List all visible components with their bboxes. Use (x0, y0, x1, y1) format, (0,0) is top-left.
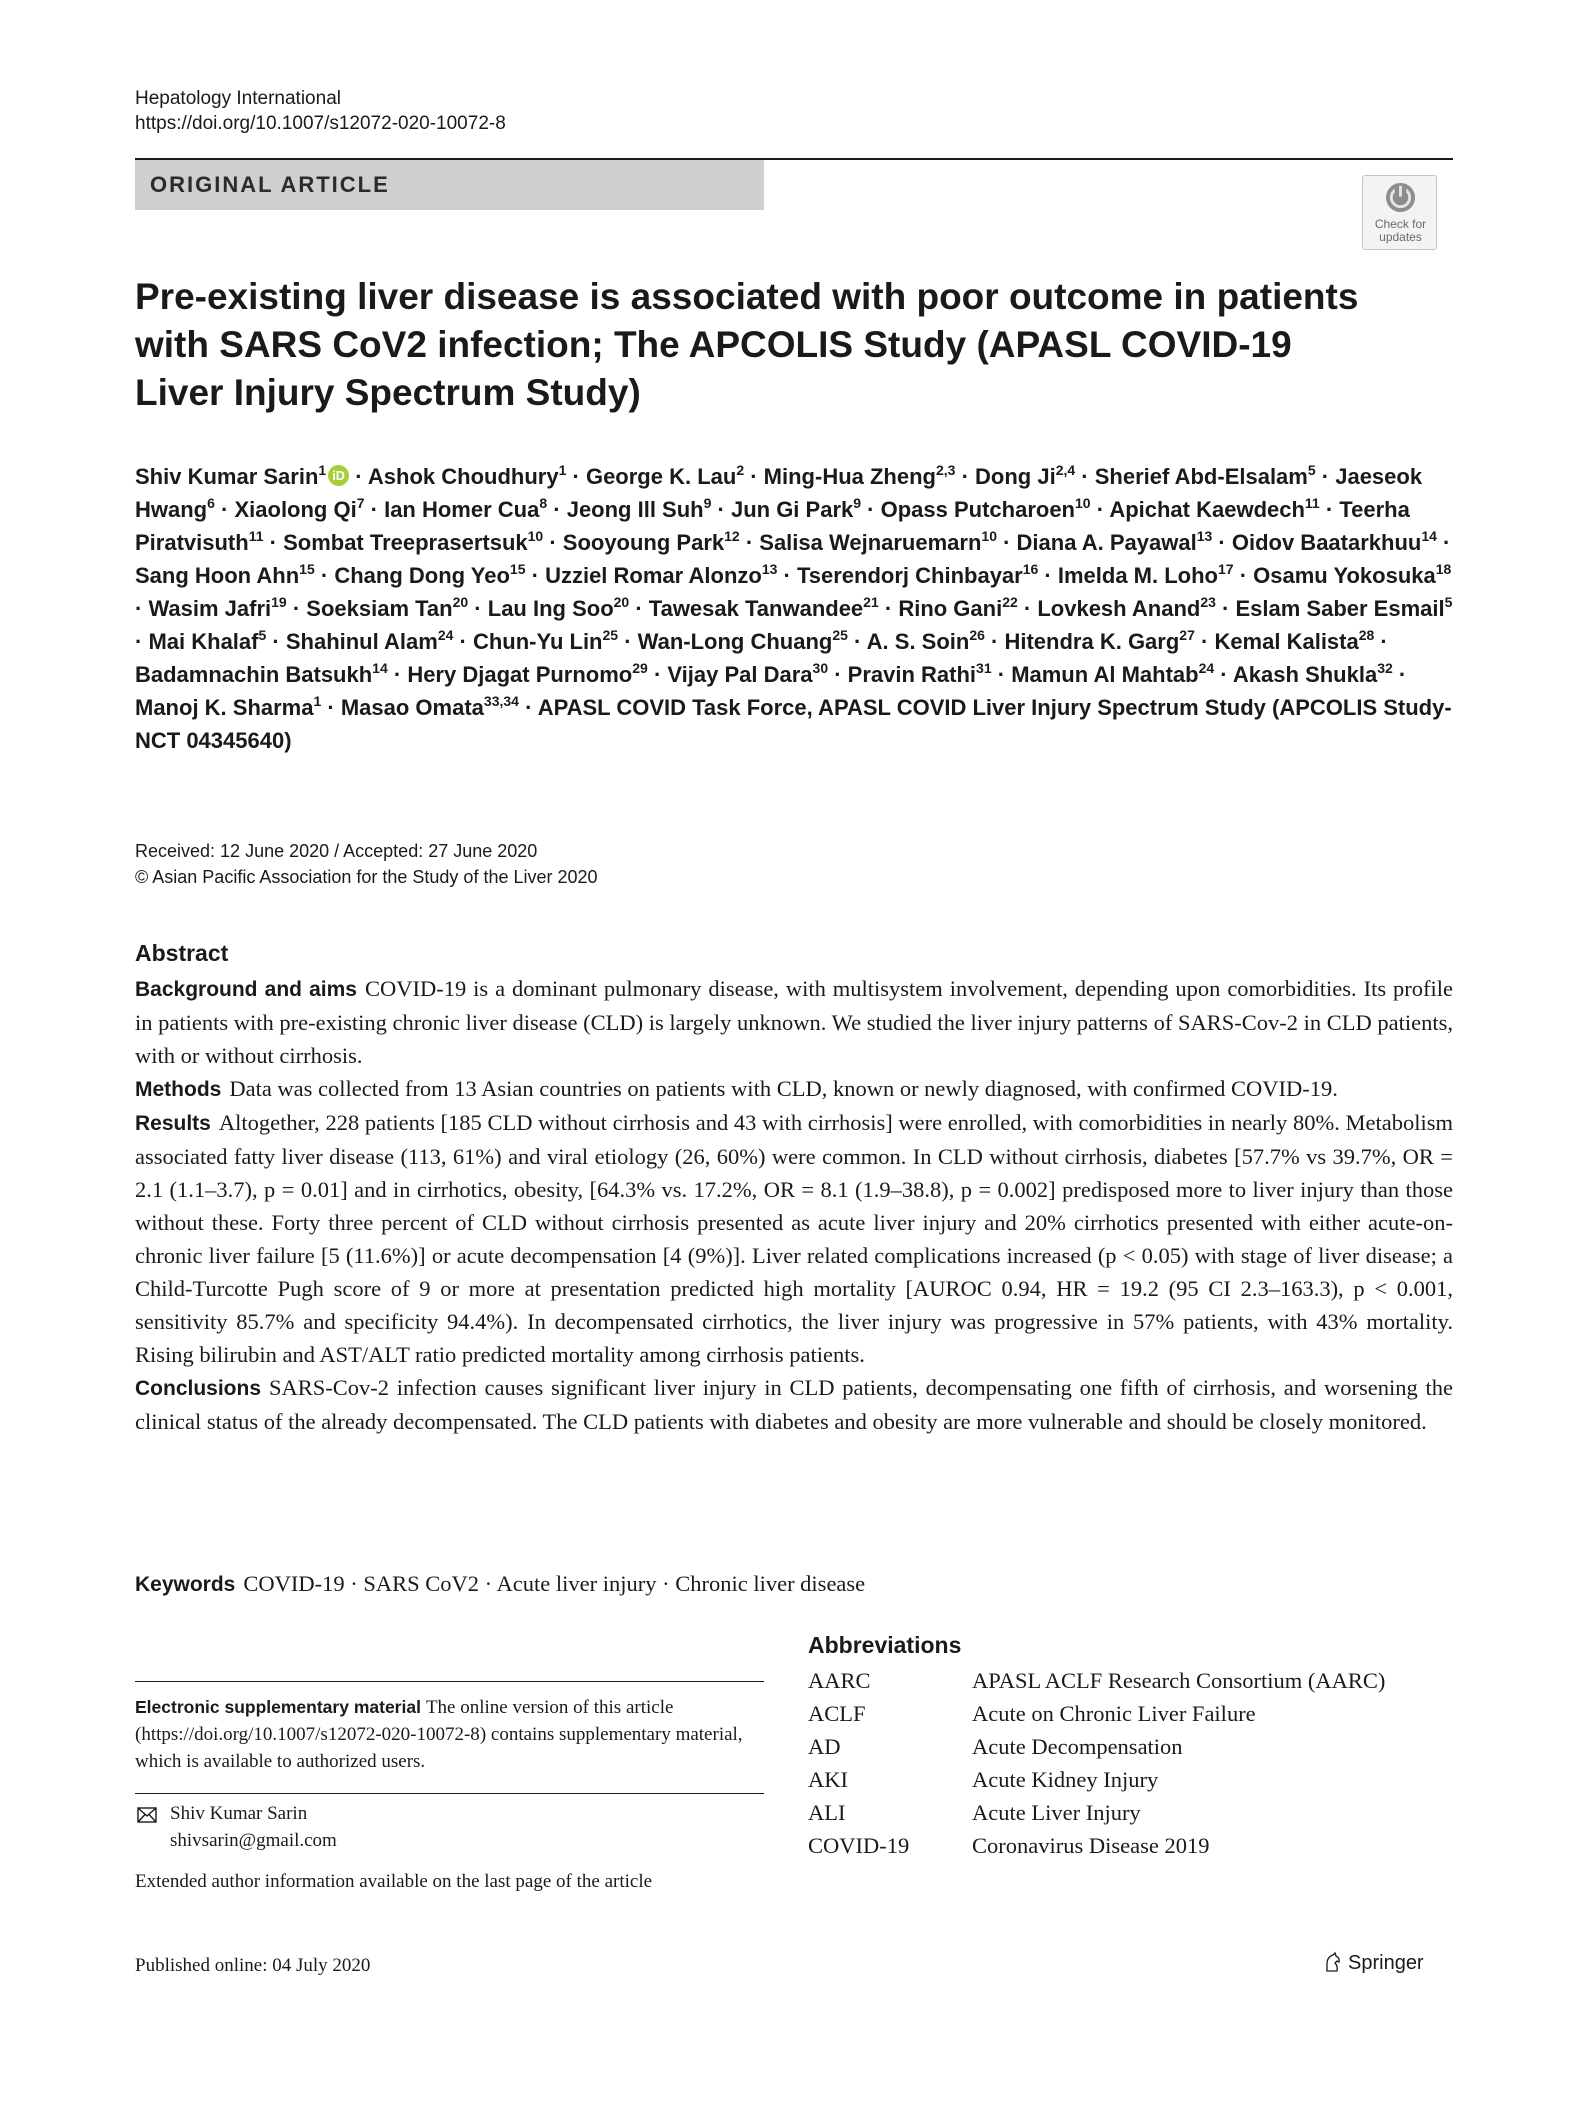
abbreviation-expansion: Acute Kidney Injury (972, 1767, 1159, 1792)
author-name: Teerha Piratvisuth (135, 497, 1410, 555)
author-affiliation: 6 (207, 495, 215, 511)
author-affiliation: 5 (258, 627, 267, 643)
abbreviations-heading: Abbreviations (808, 1632, 962, 1658)
article-title: Pre-existing liver disease is associated with poor outcome in patients with SARS CoV2 infection; The APCOLIS Study (APASL COVID-19 Liver Injury Spectrum Study) (135, 276, 1359, 413)
author-affiliation: 21 (863, 594, 879, 610)
received-accepted-dates: Received: 12 June 2020 / Accepted: 27 June 2020 (135, 841, 538, 861)
author-name: Vijay Pal Dara (667, 662, 813, 687)
author-name: Dong Ji (975, 464, 1056, 489)
author-name: Ian Homer Cua (384, 497, 540, 522)
abbreviation: ALI (808, 1800, 846, 1825)
abbreviation-expansion: Acute on Chronic Liver Failure (972, 1701, 1256, 1726)
author-affiliation: 24 (1198, 660, 1215, 676)
author-name: Diana A. Payawal (1016, 530, 1197, 555)
author-name: Shiv Kumar Sarin (135, 464, 319, 489)
supplementary-note (135, 1694, 764, 1775)
author-name: Oidov Baatarkhuu (1231, 530, 1422, 555)
author-affiliation: 1 (318, 462, 327, 478)
author-affiliation: 7 (356, 495, 365, 511)
author-name: Hery Djagat Purnomo (407, 662, 633, 687)
author-affiliation: 1 (558, 462, 567, 478)
published-online-date: Published online: 04 July 2020 (135, 1955, 371, 1976)
author-name: Tawesak Tanwandee (648, 596, 864, 621)
author-affiliation: 20 (613, 594, 630, 610)
abbreviation-expansion: Coronavirus Disease 2019 (972, 1833, 1210, 1858)
abstract-results (135, 1106, 1453, 1371)
author-affiliation: 26 (969, 627, 985, 643)
publisher-logo (1322, 1949, 1424, 1977)
journal-doi[interactable]: https://doi.org/10.1007/s12072-020-10072-8 (135, 113, 506, 134)
author-name: Manoj K. Sharma (135, 695, 314, 720)
author-affiliation: 15 (299, 561, 315, 577)
author-affiliation: 25 (832, 627, 848, 643)
author-name: Chun-Yu Lin (472, 629, 603, 654)
keywords (135, 1567, 865, 1601)
author-name: Lovkesh Anand (1037, 596, 1201, 621)
keywords-text: COVID-19 · SARS CoV2 · Acute liver injury · Chronic liver disease (243, 1571, 866, 1596)
author-affiliation: 5 (1307, 462, 1316, 478)
author-affiliation: 9 (853, 495, 862, 511)
author-name: Chang Dong Yeo (334, 563, 510, 588)
abbreviations-table (808, 1664, 1388, 1862)
author-name: Soeksiam Tan (306, 596, 453, 621)
author-name: Opass Putcharoen (880, 497, 1075, 522)
author-affiliation: 9 (703, 495, 712, 511)
abbreviation-row (808, 1664, 1388, 1697)
author-affiliation: 2,4 (1055, 462, 1076, 478)
svg-text:iD: iD (332, 469, 345, 484)
author-affiliation: 29 (632, 660, 648, 676)
author-name: Osamu Yokosuka (1253, 563, 1436, 588)
abbreviation-row (808, 1697, 1388, 1730)
author-affiliation: 25 (602, 627, 619, 643)
author-name: Akash Shukla (1232, 662, 1378, 687)
author-name: Pravin Rathi (847, 662, 977, 687)
correspondence-rule (135, 1793, 764, 1794)
author-affiliation: 15 (509, 561, 526, 577)
author-name: Eslam Saber Esmail (1235, 596, 1445, 621)
author-affiliation: 11 (1304, 495, 1320, 511)
author-affiliation: 2 (736, 462, 745, 478)
author-name: Kemal Kalista (1214, 629, 1359, 654)
author-affiliation: 5 (1444, 594, 1453, 610)
author-affiliation: 28 (1358, 627, 1375, 643)
author-name: Hitendra K. Garg (1004, 629, 1180, 654)
author-name: Imelda M. Loho (1057, 563, 1218, 588)
check-updates-label: Check for updates (1374, 217, 1427, 244)
abbreviation-expansion: Acute Decompensation (972, 1734, 1183, 1759)
abstract-methods (135, 1072, 1453, 1106)
author-name: Masao Omata (340, 695, 484, 720)
abbreviation-expansion: Acute Liver Injury (972, 1800, 1141, 1825)
author-name: Sooyoung Park (562, 530, 725, 555)
author-name: A. S. Soin (866, 629, 970, 654)
author-name: Mamun Al Mahtab (1011, 662, 1199, 687)
article-type: ORIGINAL ARTICLE (150, 172, 390, 197)
author-affiliation: 20 (452, 594, 469, 610)
abstract-heading: Abstract (135, 940, 229, 966)
keywords-label: Keywords (135, 1573, 236, 1596)
author-affiliation: 14 (1421, 528, 1437, 544)
check-for-updates-badge[interactable] (1362, 175, 1437, 250)
author-affiliation: 17 (1218, 561, 1234, 577)
author-name: APASL COVID Task Force, APASL COVID Liver Injury Spectrum Study (APCOLIS Study-NCT 04345640) (135, 695, 1452, 753)
author-affiliation: 19 (271, 594, 287, 610)
check-updates-icon (1385, 182, 1416, 213)
supplementary-label: Electronic supplementary material (135, 1697, 421, 1717)
author-name: Mai Khalaf (148, 629, 259, 654)
author-name: Ashok Choudhury (367, 464, 559, 489)
author-affiliation: 12 (724, 528, 740, 544)
author-affiliation: 30 (812, 660, 829, 676)
abbreviation: AKI (808, 1767, 848, 1792)
abbreviation-row (808, 1796, 1388, 1829)
corresponding-author-name: Shiv Kumar Sarin (170, 1803, 308, 1824)
abbreviation: COVID-19 (808, 1833, 910, 1858)
supplementary-text-after: ) contains supplementary material, which is available to authorized users. (135, 1724, 743, 1772)
section-label: Methods (135, 1078, 222, 1101)
author-name: Rino Gani (898, 596, 1003, 621)
section-label: Conclusions (135, 1377, 262, 1400)
journal-name: Hepatology International (135, 88, 341, 109)
abbreviation-row (808, 1829, 1388, 1862)
author-name: Lau Ing Soo (487, 596, 614, 621)
author-affiliation: 11 (248, 528, 264, 544)
author-name: Badamnachin Batsukh (135, 662, 373, 687)
author-affiliation: 18 (1435, 561, 1452, 577)
author-name: Tserendorj Chinbayar (796, 563, 1023, 588)
author-name: Sombat Treeprasertsuk (283, 530, 528, 555)
abbreviation: AARC (808, 1668, 871, 1693)
section-text: SARS-Cov-2 infection causes significant liver injury in CLD patients, decompensating one fifth of cirrhosis, and worsening the clinical status of the already decompensated. The CLD patients with diabetes and obesity are more vulnerable and should be closely monitored. (135, 1375, 1453, 1434)
author-affiliation: 27 (1179, 627, 1195, 643)
springer-horse-icon (1322, 1951, 1344, 1973)
abbreviation: AD (808, 1734, 841, 1759)
supplementary-text-before: The online version of this article ( (135, 1697, 674, 1745)
abstract-background (135, 972, 1453, 1072)
author-name: George K. Lau (585, 464, 737, 489)
author-name: Ming-Hua Zheng (763, 464, 936, 489)
author-affiliation: 33,34 (483, 693, 519, 709)
envelope-icon (137, 1807, 157, 1823)
author-affiliation: 24 (437, 627, 454, 643)
author-affiliation: 10 (981, 528, 997, 544)
author-affiliation: 10 (1075, 495, 1091, 511)
author-affiliation: 1 (313, 693, 322, 709)
footnote-rule (135, 1681, 764, 1682)
corresponding-author-email[interactable]: shivsarin@gmail.com (170, 1830, 337, 1851)
author-name: Wasim Jafri (148, 596, 272, 621)
author-name: Jun Gi Park (730, 497, 854, 522)
section-label: Background and aims (135, 978, 357, 1001)
author-affiliation: 14 (372, 660, 388, 676)
author-affiliation: 8 (539, 495, 548, 511)
author-affiliation: 32 (1377, 660, 1393, 676)
author-name: Xiaolong Qi (234, 497, 357, 522)
section-text: COVID-19 is a dominant pulmonary disease, with multisystem involvement, depending upon comorbidities. Its profile in patients with pre-existing chronic liver disease (CLD) is largely unknown. We studied the liver injury patterns of SARS-Cov-2 in CLD patients, with or without cirrhosis. (135, 976, 1454, 1068)
author-name: Jeong Ill Suh (566, 497, 704, 522)
author-affiliation: 22 (1002, 594, 1018, 610)
abbreviation: ACLF (808, 1701, 866, 1726)
abbreviation-expansion: APASL ACLF Research Consortium (AARC) (972, 1668, 1386, 1693)
author-name: Salisa Wejnaruemarn (759, 530, 982, 555)
journal-header (135, 86, 506, 136)
author-affiliation: 16 (1022, 561, 1039, 577)
author-affiliation: 31 (976, 660, 992, 676)
author-affiliation: 10 (527, 528, 544, 544)
author-name: Apichat Kaewdech (1109, 497, 1305, 522)
abstract-conclusions (135, 1371, 1453, 1438)
author-name: Shahinul Alam (285, 629, 438, 654)
supplementary-link[interactable]: https://doi.org/10.1007/s12072-020-10072-8 (141, 1724, 480, 1745)
author-affiliation: 2,3 (935, 462, 956, 478)
abstract-body (135, 972, 1453, 1438)
section-text: Data was collected from 13 Asian countries on patients with CLD, known or newly diagnosed, with confirmed COVID-19. (229, 1076, 1338, 1101)
orcid-icon[interactable] (328, 465, 349, 486)
author-affiliation: 13 (1196, 528, 1213, 544)
abbreviation-row (808, 1730, 1388, 1763)
author-affiliation: 23 (1200, 594, 1216, 610)
author-affiliation: 13 (761, 561, 778, 577)
author-list: Shiv Kumar Sarin$^1$ iD · Ashok Choudhury$^1$ · George K. Lau$^2$ · Ming-Hua Zheng$^{2,3}$ · Dong Ji$^{2,4}$ · Sherief Abd-Elsalam$^5$ · Jaeseok Hwang$^6$ · Xiaolong $Qi^7$ · Ian Homer Cua$^8$ · Jeong Ill Suh$^9$ · Jun Gi Park$^9$ · Opass Putcharoen$^{10}$ · Apichat Kaewdech$^{11}$ · Teerha Piratvisuth$^{11}$ · Sombat Treeprasertsuk$^{10}$ · Sooyoung Park$^{12}$ · Salisa Wejnaruemarn$^{10}$ · Diana A. Payawal$^{13}$ · Oidov Baatarkhuu$^{14}$ · Sang Hoon Ahn$^{15}$ · Chang Dong Yeo$^{15}$ · Uzziel Romar Alonzo$^{13}$ · Tserendorj Chinbayar$^{16}$ · Imelda M. Loho$^{17}$ · Osamu Yokosuka$^{18}$ · Wasim Jafri$^{19}$ · Soeksiam Tan$^{20}$ · Lau Ing Soo$^{20}$ · Tawesak Tanwandee$^{21}$ · Rino Gani$^{22}$ · Lovkesh Anand$^{23}$ · Eslam Saber Esmail$^5$ · Mai Khalaf$^5$ · Shahinul Alam$^{24}$ · Chun-Yu Lin$^{25}$ · Wan-Long Chuang$^{25}$ · A. S. Soin$^{26}$ · Hitendra K. Garg$^{27}$ · Kemal Kalista$^{28}$ · Badamnachin Batsukh$^{14}$ · Hery Djagat Purnomo$^{29}$ · Vijay Pal Dara$^{30}$ · Pravin Rathi$^{31}$ · Mamun Al Mahtab$^{24}$ · Akash Shukla$^{32}$ · Manoj K. Sharma$^1$ · Masao Omata$^{33,34}$ · APASL COVID Task Force, APASL COVID Liver Injury Spectrum Study (APCOLIS Study-NCT 04345640) (135, 462, 1453, 753)
copyright-notice: © Asian Pacific Association for the Study of the Liver 2020 (135, 867, 598, 887)
author-name: Jaeseok Hwang (135, 464, 1423, 522)
abbreviation-row (808, 1763, 1388, 1796)
author-name: Sang Hoon Ahn (135, 563, 300, 588)
extended-author-info: Extended author information available on the last page of the article (135, 1871, 653, 1892)
author-name: Uzziel Romar Alonzo (545, 563, 762, 588)
section-label: Results (135, 1112, 211, 1135)
publisher-name: Springer (1348, 1952, 1424, 1974)
author-name: Wan-Long Chuang (637, 629, 833, 654)
author-name: Sherief Abd-Elsalam (1094, 464, 1308, 489)
section-text: Altogether, 228 patients [185 CLD without cirrhosis and 43 with cirrhosis] were enrolled, with comorbidities in nearly 80%. Metabolism associated fatty liver disease (113, 61%) and viral etiology (26, 60%) were common. In CLD without cirrhosis, diabetes [57.7% vs 39.7%, OR = 2.1 (1.1–3.7), p = 0.01] and in cirrhotics, obesity, [64.3% vs. 17.2%, OR = 8.1 (1.9–38.8), p = 0.002] predisposed more to liver injury than those without these. Forty three percent of CLD without cirrhosis presented as acute liver injury and 20% cirrhotics presented with either acute-on-chronic liver failure [5 (11.6%)] or acute decompensation [4 (9%)]. Liver related complications increased (p < 0.05) with stage of liver disease; a Child-Turcotte Pugh score of 9 or more at presentation predicted high mortality [AUROC 0.94, HR = 19.2 (95 CI 2.3–163.3), p < 0.001, sensitivity 85.7% and specificity 94.4%). In decompensated cirrhotics, the liver injury was progressive in 57% patients, with 43% mortality. Rising bilirubin and AST/ALT ratio predicted mortality among cirrhosis patients. (135, 1110, 1453, 1367)
